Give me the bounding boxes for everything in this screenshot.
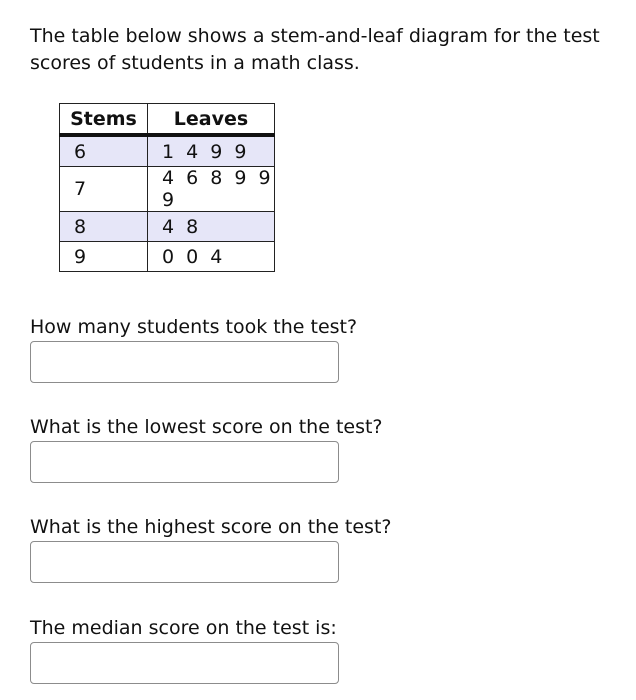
question-lowest-score: What is the lowest score on the test?: [30, 416, 383, 438]
leaves-cell: 1 4 9 9: [148, 135, 275, 167]
leaves-cell: 4 8: [148, 212, 275, 242]
stem-cell: 7: [60, 167, 148, 212]
table-row: [60, 167, 275, 212]
intro-text: The table below shows a stem-and-leaf diagram for the test scores of students in a math class.: [30, 25, 600, 74]
table-row: [60, 135, 275, 167]
table-row: [60, 242, 275, 272]
table-row: [60, 212, 275, 242]
table-header-row: [60, 104, 275, 136]
question-median-score: The median score on the test is:: [30, 617, 337, 639]
stem-cell: 9: [60, 242, 148, 272]
header-leaves: Leaves: [148, 104, 275, 136]
header-stems: Stems: [60, 104, 148, 136]
stem-cell: 6: [60, 135, 148, 167]
answer-student-count-input[interactable]: [30, 341, 339, 383]
answer-lowest-score-input[interactable]: [30, 441, 339, 483]
leaves-cell: 0 0 4: [148, 242, 275, 272]
question-student-count: How many students took the test?: [30, 316, 358, 338]
stem-leaf-table: [59, 103, 275, 272]
leaves-cell: 4 6 8 9 9 9: [148, 167, 275, 212]
stem-cell: 8: [60, 212, 148, 242]
answer-median-score-input[interactable]: [30, 642, 339, 684]
question-highest-score: What is the highest score on the test?: [30, 516, 392, 538]
answer-highest-score-input[interactable]: [30, 541, 339, 583]
